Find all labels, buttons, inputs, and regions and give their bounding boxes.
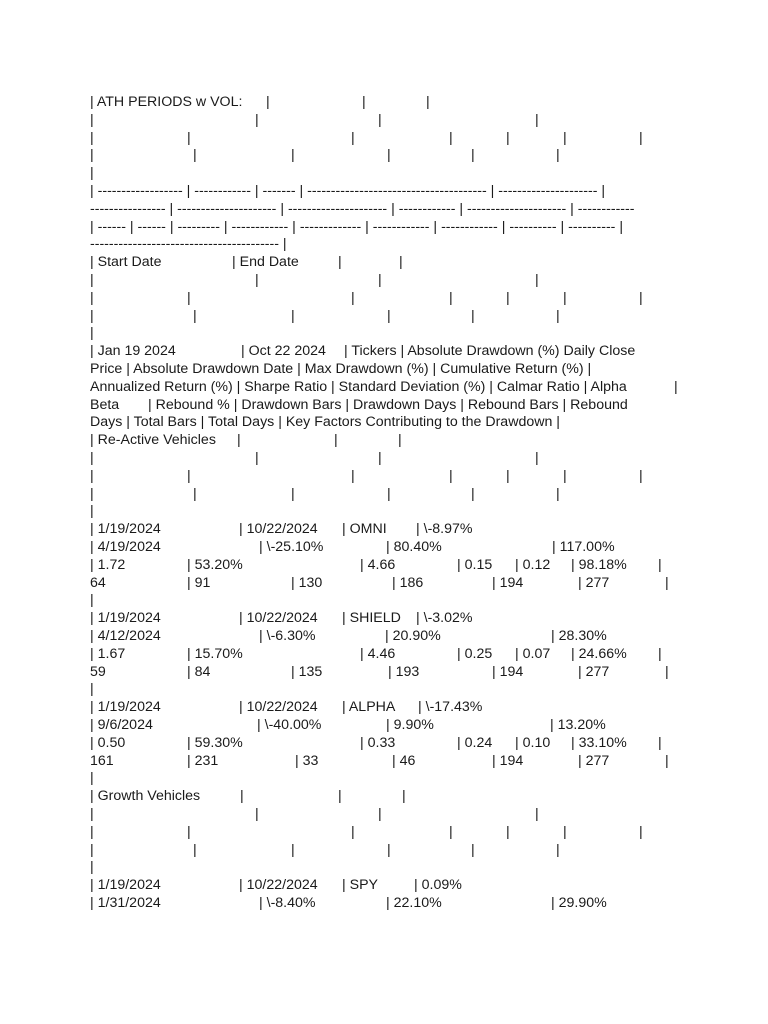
text-segment: | 13.20% xyxy=(550,717,606,733)
text-segment: | xyxy=(90,592,94,609)
text-segment: | 4.46 xyxy=(360,645,396,662)
text-line xyxy=(90,378,690,396)
text-segment: | xyxy=(90,823,94,840)
text-segment: | xyxy=(639,289,643,306)
text-segment: | xyxy=(90,503,94,520)
text-segment: | xyxy=(193,147,197,164)
text-segment: | xyxy=(506,467,510,484)
text-segment: | \-8.97% xyxy=(416,521,473,538)
text-segment: | 1/31/2024 xyxy=(90,895,161,911)
text-segment: | xyxy=(471,307,475,324)
text-segment: | xyxy=(266,94,270,110)
text-segment: | ALPHA xyxy=(342,699,396,716)
text-segment: | xyxy=(387,307,391,324)
text-segment: | Tickers | Absolute Drawdown (%) Daily Close xyxy=(344,343,636,360)
text-segment: | 1/19/2024 xyxy=(90,610,161,627)
text-segment: | 10/22/2024 xyxy=(239,521,318,538)
text-segment: | 15.70% xyxy=(187,645,243,662)
text-segment: | 20.90% xyxy=(385,628,441,644)
text-segment: | xyxy=(556,307,560,324)
text-segment: | xyxy=(449,467,453,484)
text-segment: | 53.20% xyxy=(187,556,243,573)
text-segment: | xyxy=(535,272,539,288)
text-segment: | 4.66 xyxy=(360,556,396,573)
text-segment: | 1/19/2024 xyxy=(90,877,161,894)
text-segment: 64 xyxy=(90,574,106,591)
text-segment: | 0.50 xyxy=(90,734,126,751)
text-segment: | 10/22/2024 xyxy=(239,610,318,627)
text-segment: | 59.30% xyxy=(187,734,243,751)
text-line xyxy=(90,289,690,307)
text-line xyxy=(90,876,690,894)
text-segment: | xyxy=(90,111,94,128)
text-segment: | xyxy=(674,378,678,395)
text-line xyxy=(90,520,690,538)
text-line xyxy=(90,805,690,823)
text-segment: | xyxy=(471,147,475,164)
text-segment: | xyxy=(471,485,475,502)
text-line xyxy=(90,467,690,485)
text-segment: | \-17.43% xyxy=(418,699,483,716)
text-line xyxy=(90,627,690,645)
text-segment: | xyxy=(90,272,94,288)
text-segment: ---------------------------------------- | xyxy=(90,236,287,253)
text-segment: | xyxy=(291,841,295,858)
text-segment: | xyxy=(471,841,475,858)
text-segment: | 33.10% xyxy=(571,734,627,751)
text-segment: | xyxy=(506,129,510,146)
text-segment: | 194 xyxy=(492,574,524,591)
text-segment: | xyxy=(362,94,366,110)
text-segment: | 80.40% xyxy=(386,539,442,555)
text-segment: | xyxy=(291,147,295,164)
text-segment: 59 xyxy=(90,663,106,680)
text-line xyxy=(90,271,690,289)
text-line xyxy=(90,307,690,325)
text-segment: | xyxy=(665,752,669,769)
text-segment: | 9/6/2024 xyxy=(90,717,153,733)
text-segment: | 84 xyxy=(187,663,211,680)
text-segment: | xyxy=(90,325,94,342)
text-segment: | Growth Vehicles xyxy=(90,788,201,805)
text-segment: | xyxy=(535,111,539,128)
text-segment: | xyxy=(378,111,382,128)
text-segment: | 28.30% xyxy=(551,628,607,644)
text-segment: | xyxy=(639,129,643,146)
text-line xyxy=(90,858,690,876)
text-segment: | xyxy=(90,485,94,502)
text-segment: | xyxy=(387,147,391,164)
text-segment: | xyxy=(90,681,94,698)
text-segment: | xyxy=(193,307,197,324)
text-segment: | 4/19/2024 xyxy=(90,539,161,555)
text-segment: | 1/19/2024 xyxy=(90,699,161,716)
text-line xyxy=(90,538,690,556)
text-segment: | OMNI xyxy=(342,521,387,538)
text-line xyxy=(90,413,690,431)
text-line xyxy=(90,698,690,716)
text-segment: | xyxy=(291,485,295,502)
text-line xyxy=(90,485,690,503)
text-line xyxy=(90,431,690,449)
text-segment: | xyxy=(556,485,560,502)
text-segment: | xyxy=(237,432,241,449)
text-segment: | xyxy=(378,450,382,466)
text-segment: | xyxy=(90,147,94,164)
text-segment: | xyxy=(193,485,197,502)
text-segment: | xyxy=(563,129,567,146)
text-segment: | 29.90% xyxy=(551,895,607,911)
text-line xyxy=(90,663,690,681)
text-segment: | xyxy=(255,272,259,288)
text-segment: | xyxy=(658,734,662,751)
text-line xyxy=(90,823,690,841)
text-segment: | xyxy=(255,806,259,822)
text-segment: | 22.10% xyxy=(386,895,442,911)
text-segment: | xyxy=(535,806,539,822)
text-segment: | 0.24 xyxy=(457,734,493,751)
text-segment: | 1/19/2024 xyxy=(90,521,161,538)
text-segment: | 194 xyxy=(492,663,524,680)
text-segment: | 0.33 xyxy=(360,734,396,751)
text-segment: | xyxy=(90,841,94,858)
text-segment: | 186 xyxy=(392,574,424,591)
text-segment: | xyxy=(556,147,560,164)
text-segment: | xyxy=(351,467,355,484)
text-segment: | xyxy=(193,841,197,858)
text-line xyxy=(90,841,690,859)
text-segment: | 98.18% xyxy=(571,556,627,573)
text-segment: | 0.10 xyxy=(515,734,551,751)
text-segment: | 231 xyxy=(187,752,219,769)
text-segment: | Re-Active Vehicles xyxy=(90,432,216,449)
text-segment: | xyxy=(535,450,539,466)
text-segment: | 1.72 xyxy=(90,556,126,573)
text-segment: | \-6.30% xyxy=(259,628,316,644)
text-line xyxy=(90,360,690,378)
text-segment: | xyxy=(90,806,94,822)
text-segment: | xyxy=(639,823,643,840)
text-segment: | \-40.00% xyxy=(257,717,322,733)
text-segment: | \-8.40% xyxy=(259,895,316,911)
text-segment: | Start Date xyxy=(90,254,162,271)
text-segment: | xyxy=(378,272,382,288)
text-segment: | xyxy=(449,823,453,840)
text-segment: | xyxy=(90,450,94,466)
text-segment: | Jan 19 2024 xyxy=(90,343,176,360)
text-segment: | xyxy=(255,111,259,128)
text-segment: | SHIELD xyxy=(342,610,401,627)
text-segment: | 10/22/2024 xyxy=(239,877,318,894)
text-segment: | xyxy=(351,289,355,306)
text-line xyxy=(90,769,690,787)
text-line xyxy=(90,449,690,467)
text-line xyxy=(90,591,690,609)
text-segment: | xyxy=(665,574,669,591)
text-segment: | 1.67 xyxy=(90,645,126,662)
text-segment: | xyxy=(378,806,382,822)
text-segment: | xyxy=(506,823,510,840)
text-segment: | 0.15 xyxy=(457,556,493,573)
text-line xyxy=(90,218,690,236)
text-segment: | Oct 22 2024 xyxy=(241,343,326,360)
text-segment: | xyxy=(658,556,662,573)
text-segment: | 0.12 xyxy=(515,556,551,573)
text-segment: | xyxy=(449,129,453,146)
text-line xyxy=(90,752,690,770)
text-segment: | ------ | ------ | --------- | ------------ | ------------- | ------------ | ------------ | ---------- | ---------- | xyxy=(90,218,624,235)
text-segment: | xyxy=(402,788,406,805)
text-segment: | xyxy=(563,289,567,306)
text-segment: Days | Total Bars | Total Days | Key Factors Contributing to the Drawdown | xyxy=(90,414,560,431)
text-segment: | \-25.10% xyxy=(259,539,324,555)
text-segment: | xyxy=(90,770,94,787)
text-segment: | Rebound % | Drawdown Bars | Drawdown Days | Rebound Bars | Rebound xyxy=(148,396,628,413)
text-segment: | xyxy=(90,467,94,484)
text-line xyxy=(90,129,690,147)
text-segment: | xyxy=(240,788,244,805)
text-line xyxy=(90,111,690,129)
text-segment: | 277 xyxy=(578,663,610,680)
text-segment: | xyxy=(449,289,453,306)
text-segment: Price | Absolute Drawdown Date | Max Drawdown (%) | Cumulative Return (%) | xyxy=(90,361,592,377)
text-segment: | xyxy=(187,467,191,484)
text-line xyxy=(90,556,690,574)
text-segment: | 0.07 xyxy=(515,645,551,662)
text-segment: | xyxy=(255,450,259,466)
text-segment: Beta xyxy=(90,396,120,413)
text-line xyxy=(90,253,690,271)
text-segment: | xyxy=(90,165,94,182)
text-segment: | xyxy=(426,94,430,110)
text-segment: | xyxy=(187,823,191,840)
text-line xyxy=(90,734,690,752)
text-segment: | xyxy=(658,645,662,662)
text-segment: | xyxy=(338,788,342,805)
text-line xyxy=(90,200,690,218)
text-segment: | 0.09% xyxy=(414,877,462,894)
text-segment: 161 xyxy=(90,752,114,769)
text-segment: | ATH PERIODS w VOL: xyxy=(90,94,243,110)
text-line xyxy=(90,182,690,200)
text-segment: | 277 xyxy=(578,574,610,591)
text-segment: | xyxy=(338,254,342,271)
text-segment: | SPY xyxy=(342,877,379,894)
text-segment: | 46 xyxy=(392,752,416,769)
text-segment: Annualized Return (%) | Sharpe Ratio | Standard Deviation (%) | Calmar Ratio | Alpha xyxy=(90,378,627,395)
text-segment: | 4/12/2024 xyxy=(90,628,161,644)
text-segment: | xyxy=(387,485,391,502)
text-line xyxy=(90,716,690,734)
text-segment: | xyxy=(398,432,402,449)
text-segment: | 9.90% xyxy=(386,717,434,733)
text-line xyxy=(90,235,690,253)
text-segment: | xyxy=(563,467,567,484)
text-segment: | xyxy=(90,289,94,306)
text-segment: | xyxy=(665,663,669,680)
text-segment: | ------------------ | ------------ | ------- | -------------------------------------- | --------------------- | xyxy=(90,183,606,199)
text-line xyxy=(90,787,690,805)
text-line xyxy=(90,146,690,164)
text-segment: | xyxy=(187,289,191,306)
text-segment: | 117.00% xyxy=(552,539,615,555)
text-line xyxy=(90,324,690,342)
text-segment: | End Date xyxy=(232,254,299,271)
text-segment: | xyxy=(90,129,94,146)
text-segment: | xyxy=(556,841,560,858)
text-line xyxy=(90,342,690,360)
text-segment: | xyxy=(90,859,94,876)
text-segment: | xyxy=(90,307,94,324)
text-segment: | 194 xyxy=(492,752,524,769)
text-segment: | xyxy=(563,823,567,840)
text-segment: | xyxy=(351,823,355,840)
text-segment: | xyxy=(291,307,295,324)
text-segment: | xyxy=(639,467,643,484)
text-segment: | 193 xyxy=(388,663,420,680)
text-segment: | 130 xyxy=(291,574,323,591)
text-segment: | xyxy=(506,289,510,306)
text-segment: | xyxy=(187,129,191,146)
text-segment: | \-3.02% xyxy=(416,610,473,627)
text-line xyxy=(90,396,690,414)
text-segment: | xyxy=(387,841,391,858)
text-line xyxy=(90,894,690,912)
text-segment: | 135 xyxy=(291,663,323,680)
text-segment: | 24.66% xyxy=(571,645,627,662)
text-segment: | 33 xyxy=(295,752,319,769)
text-line xyxy=(90,680,690,698)
text-segment: | xyxy=(399,254,403,271)
text-line xyxy=(90,574,690,592)
text-line xyxy=(90,164,690,182)
text-segment: | xyxy=(334,432,338,449)
text-segment: | 277 xyxy=(578,752,610,769)
text-segment: | 0.25 xyxy=(457,645,493,662)
text-line xyxy=(90,645,690,663)
text-line xyxy=(90,93,690,111)
text-line xyxy=(90,502,690,520)
text-segment: | 10/22/2024 xyxy=(239,699,318,716)
text-segment: | xyxy=(351,129,355,146)
text-segment: | 91 xyxy=(187,574,211,591)
text-segment: ---------------- | --------------------- | --------------------- | ------------ | --------------------- | ------------ xyxy=(90,200,635,217)
text-line xyxy=(90,609,690,627)
